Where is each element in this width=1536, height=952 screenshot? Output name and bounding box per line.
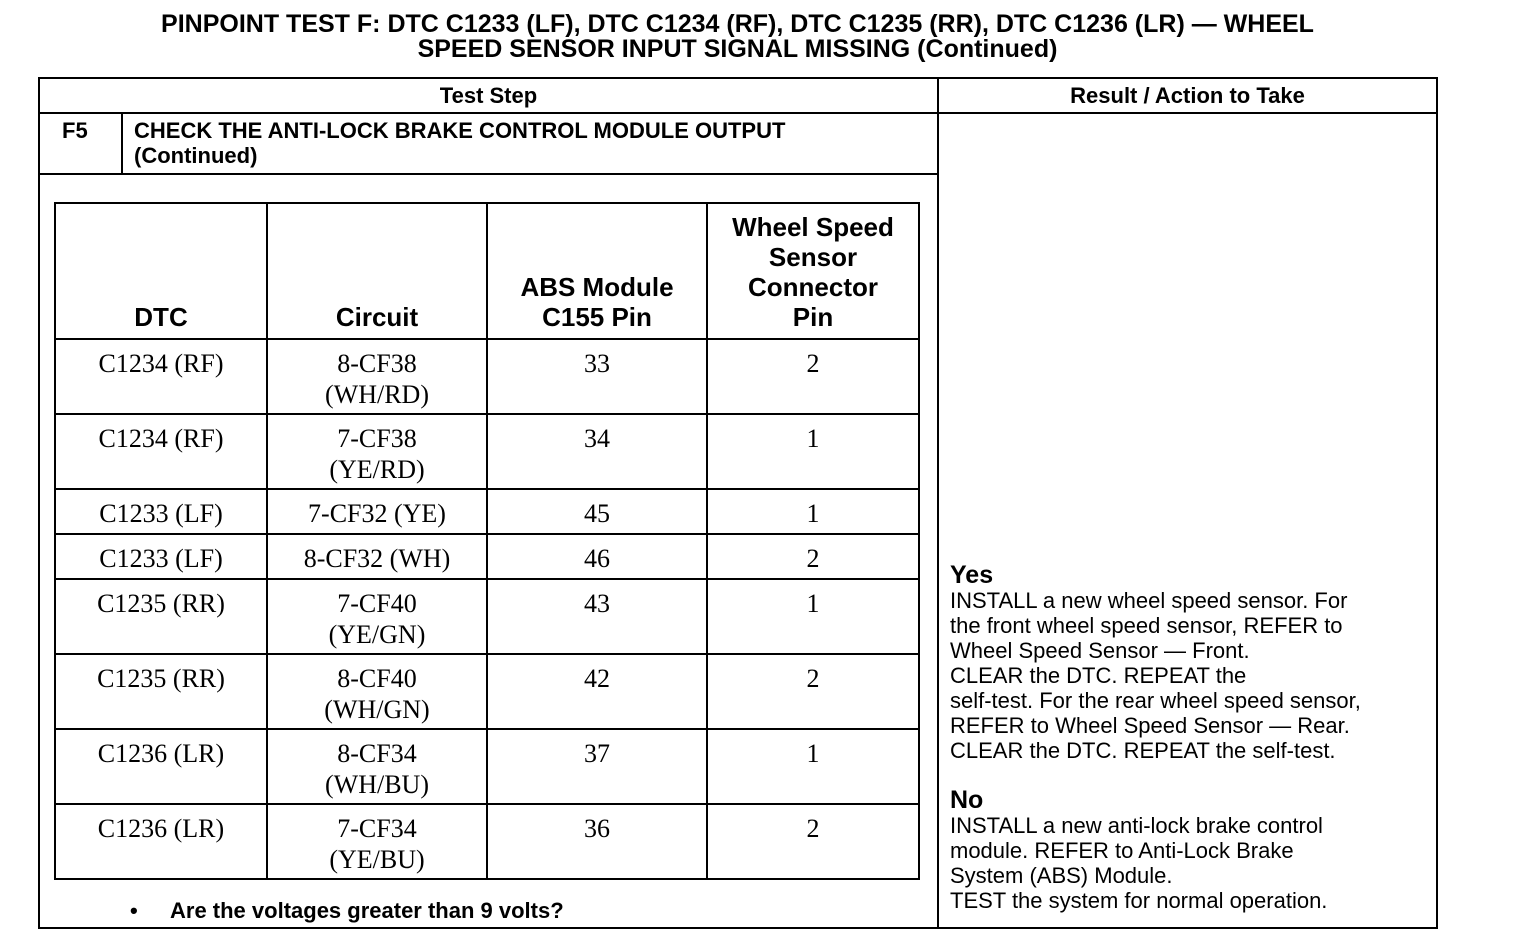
circuit-line: (WH/GN) — [324, 695, 430, 724]
dtc-cell: C1236 (LR) — [55, 729, 267, 804]
no-action-line: System (ABS) Module. — [950, 863, 1173, 888]
circuit-cell — [267, 729, 487, 804]
abs-pin-cell: 42 — [487, 654, 707, 729]
no-action — [950, 813, 1435, 913]
no-action-line: INSTALL a new anti-lock brake control — [950, 813, 1323, 838]
column-divider — [937, 77, 939, 929]
circuit-line: (YE/RD) — [329, 455, 425, 484]
col-header-sensor-pin — [707, 203, 919, 339]
circuit-line: (WH/BU) — [325, 770, 429, 799]
col-header-sensor-pin-line-2: Sensor — [768, 242, 858, 272]
circuit-line: 8-CF40 — [337, 664, 417, 693]
table-row — [55, 339, 919, 414]
circuit-cell — [267, 804, 487, 879]
col-header-circuit — [267, 203, 487, 339]
circuit-line: 8-CF32 (WH) — [303, 544, 451, 573]
table-row — [55, 489, 919, 534]
result-action-block — [950, 562, 1435, 913]
table-row — [55, 579, 919, 654]
col-header-dtc — [55, 203, 267, 339]
page-title — [0, 12, 1475, 62]
circuit-line: (YE/GN) — [328, 620, 426, 649]
table-row — [55, 804, 919, 879]
circuit-cell — [267, 534, 487, 579]
abs-pin-cell: 34 — [487, 414, 707, 489]
step-title — [134, 118, 924, 168]
dtc-cell: C1235 (RR) — [55, 654, 267, 729]
abs-pin-cell: 33 — [487, 339, 707, 414]
step-id: F5 — [62, 118, 88, 143]
yes-label: Yes — [950, 561, 994, 589]
table-row — [55, 534, 919, 579]
sensor-pin-cell: 1 — [707, 414, 919, 489]
sensor-pin-cell: 1 — [707, 489, 919, 534]
title-line-2: SPEED SENSOR INPUT SIGNAL MISSING (Continued) — [417, 35, 1058, 63]
abs-pin-cell: 43 — [487, 579, 707, 654]
circuit-cell — [267, 579, 487, 654]
step-title-line-1: CHECK THE ANTI-LOCK BRAKE CONTROL MODULE OUTPUT — [134, 118, 786, 143]
col-header-sensor-pin-line-1: Wheel Speed — [732, 212, 894, 242]
circuit-cell — [267, 489, 487, 534]
bullet: • — [130, 898, 138, 923]
step-title-line-2: (Continued) — [134, 143, 258, 168]
circuit-cell — [267, 339, 487, 414]
circuit-line: 7-CF38 — [337, 424, 417, 453]
sensor-pin-cell: 2 — [707, 804, 919, 879]
circuit-cell — [267, 654, 487, 729]
table-row — [55, 729, 919, 804]
dtc-cell: C1234 (RF) — [55, 414, 267, 489]
circuit-line: (YE/BU) — [329, 845, 425, 874]
circuit-line: 7-CF40 — [337, 589, 417, 618]
circuit-line: 7-CF32 (YE) — [308, 499, 446, 528]
sensor-pin-cell: 2 — [707, 534, 919, 579]
table-row — [55, 654, 919, 729]
yes-action — [950, 588, 1435, 763]
dtc-cell: C1233 (LF) — [55, 489, 267, 534]
abs-pin-cell: 45 — [487, 489, 707, 534]
pin-table-header-row — [55, 203, 919, 339]
yes-action-line: INSTALL a new wheel speed sensor. For — [950, 588, 1348, 613]
table-row — [55, 414, 919, 489]
abs-pin-cell: 37 — [487, 729, 707, 804]
dtc-cell: C1236 (LR) — [55, 804, 267, 879]
yes-action-line: Wheel Speed Sensor — Front. — [950, 638, 1250, 663]
step-title-divider — [38, 173, 938, 175]
sensor-pin-cell: 1 — [707, 579, 919, 654]
circuit-line: 8-CF38 — [337, 349, 417, 378]
sensor-pin-cell: 2 — [707, 339, 919, 414]
col-header-abs-pin-line-1: ABS Module — [520, 272, 674, 302]
step-id-divider — [121, 112, 123, 174]
sensor-pin-cell: 1 — [707, 729, 919, 804]
dtc-cell: C1234 (RF) — [55, 339, 267, 414]
circuit-cell — [267, 414, 487, 489]
abs-pin-cell: 46 — [487, 534, 707, 579]
step-question — [130, 898, 564, 924]
no-action-line: module. REFER to Anti-Lock Brake — [950, 838, 1294, 863]
sensor-pin-cell: 2 — [707, 654, 919, 729]
circuit-line: 8-CF34 — [337, 739, 417, 768]
yes-action-line: CLEAR the DTC. REPEAT the self-test. — [950, 738, 1336, 763]
pin-table — [54, 202, 920, 880]
no-action-line: TEST the system for normal operation. — [950, 888, 1328, 913]
abs-pin-cell: 36 — [487, 804, 707, 879]
col-header-sensor-pin-line-3: Connector — [748, 272, 878, 302]
header-divider — [38, 112, 1438, 114]
dtc-cell: C1235 (RR) — [55, 579, 267, 654]
col-header-dtc-line: DTC — [134, 302, 188, 332]
col-header-sensor-pin-line-4: Pin — [792, 302, 834, 332]
header-test-step: Test Step — [439, 83, 538, 108]
yes-action-line: the front wheel speed sensor, REFER to — [950, 613, 1343, 638]
question-text: Are the voltages greater than 9 volts? — [170, 898, 564, 923]
dtc-cell: C1233 (LF) — [55, 534, 267, 579]
col-header-circuit-line: Circuit — [335, 302, 419, 332]
no-label: No — [950, 786, 984, 814]
circuit-line: 7-CF34 — [337, 814, 417, 843]
yes-action-line: CLEAR the DTC. REPEAT the — [950, 663, 1247, 688]
col-header-abs-pin-line-2: C155 Pin — [542, 302, 652, 332]
col-header-abs-pin — [487, 203, 707, 339]
title-line-1: PINPOINT TEST F: DTC C1233 (LF), DTC C1234 (RF), DTC C1235 (RR), DTC C1236 (LR) — WHEEL — [161, 10, 1314, 38]
circuit-line: (WH/RD) — [325, 380, 429, 409]
header-result-action: Result / Action to Take — [1070, 83, 1305, 108]
yes-action-line: REFER to Wheel Speed Sensor — Rear. — [950, 713, 1350, 738]
yes-action-line: self-test. For the rear wheel speed sensor, — [950, 688, 1361, 713]
